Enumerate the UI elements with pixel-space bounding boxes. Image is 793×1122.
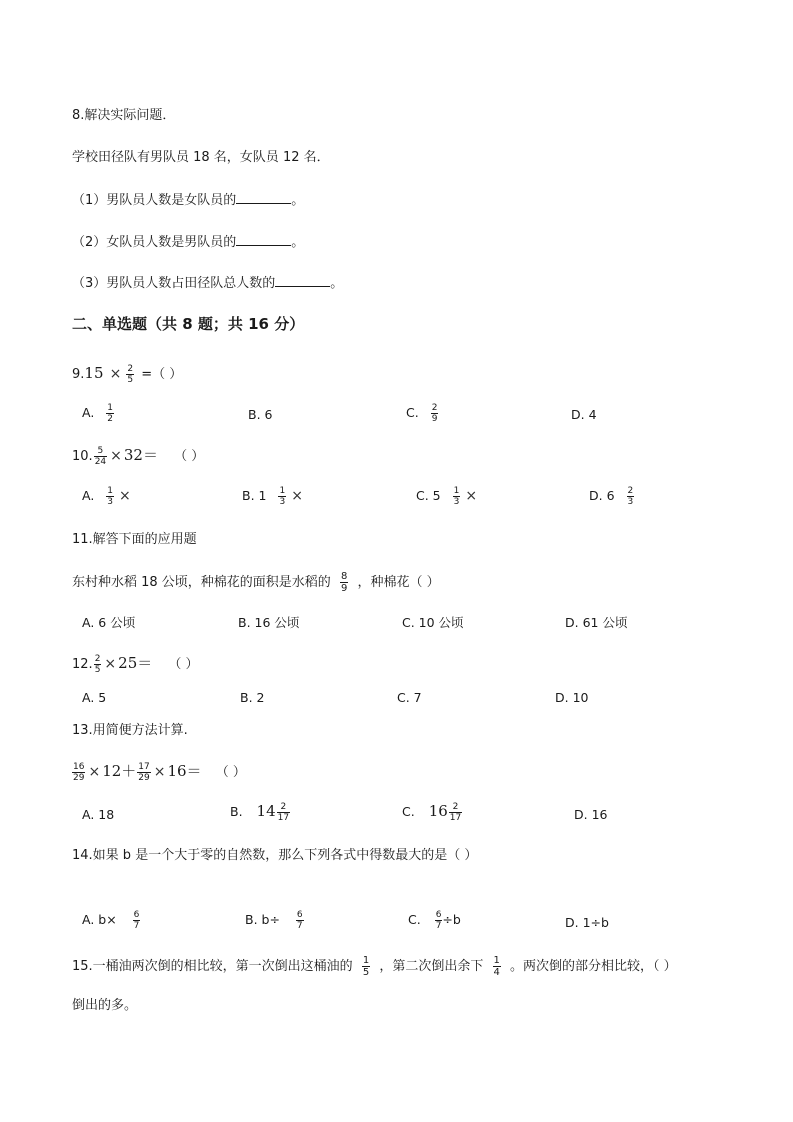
option-label: A. bbox=[82, 488, 95, 503]
option-fraction: $\frac{1}{3}$ bbox=[107, 486, 114, 507]
q14-title: 14.如果 b 是一个大于零的自然数，那么下列各式中得数最大的是（ ） bbox=[72, 848, 478, 863]
q12-option-d[interactable]: D. 10 bbox=[555, 690, 589, 705]
answer-blank[interactable] bbox=[236, 191, 291, 204]
option-fraction: $\frac{2}{17}$ bbox=[449, 802, 462, 823]
q10-option-b[interactable] bbox=[242, 486, 305, 507]
q14-option-a[interactable] bbox=[82, 910, 143, 931]
q11-option-a[interactable]: A. 6 公顷 bbox=[82, 615, 136, 630]
times-sign: × bbox=[119, 488, 131, 504]
q8-sub2 bbox=[72, 233, 304, 251]
q13-title: 13.用简便方法计算. bbox=[72, 723, 188, 738]
q15-fraction-2: $\frac{1}{4}$ bbox=[493, 955, 500, 978]
option-label: A. bbox=[82, 405, 95, 420]
q12-stem bbox=[72, 654, 199, 675]
q9-option-d[interactable]: D. 4 bbox=[571, 407, 597, 422]
option-fraction: $\frac{1}{3}$ bbox=[279, 486, 286, 507]
q9-whole: 15 bbox=[84, 364, 104, 382]
q11-title: 11.解答下面的应用题 bbox=[72, 532, 197, 547]
answer-blank[interactable] bbox=[275, 274, 330, 287]
q11-option-b[interactable]: B. 16 公顷 bbox=[238, 615, 300, 630]
q9-option-b[interactable]: B. 6 bbox=[248, 407, 273, 422]
q13-mid: 12＋ bbox=[102, 762, 137, 780]
q15-stem-pre: 15.一桶油两次倒的相比较，第一次倒出这桶油的 bbox=[72, 959, 353, 974]
q15-stem bbox=[72, 955, 677, 978]
mixed-whole: 16 bbox=[428, 802, 448, 820]
q14-option-d[interactable]: D. 1÷b bbox=[565, 915, 609, 930]
q13-fraction-1: $\frac{16}{29}$ bbox=[73, 762, 85, 783]
option-fraction: $\frac{6}{7}$ bbox=[435, 910, 442, 931]
q8-stem: 学校田径队有男队员 18 名，女队员 12 名． bbox=[72, 150, 330, 165]
q8-title: 8.解决实际问题． bbox=[72, 108, 176, 123]
option-fraction: $\frac{2}{17}$ bbox=[277, 802, 290, 823]
option-label: B. b÷ bbox=[245, 912, 280, 927]
q12-fraction: $\frac{2}{5}$ bbox=[94, 654, 101, 675]
q11-stem bbox=[72, 571, 440, 594]
q12-option-c[interactable]: C. 7 bbox=[397, 690, 422, 705]
q8-sub2-label: （2）女队员人数是男队员的 bbox=[72, 235, 237, 250]
answer-paren: （ ） bbox=[168, 657, 199, 672]
q13-fraction-2: $\frac{17}{29}$ bbox=[138, 762, 150, 783]
option-label: B. 1 bbox=[242, 488, 267, 503]
option-label: C. bbox=[406, 405, 419, 420]
q12-option-b[interactable]: B. 2 bbox=[240, 690, 265, 705]
option-label: C. bbox=[408, 912, 421, 927]
option-label: C. bbox=[402, 804, 415, 819]
option-fraction: $\frac{1}{2}$ bbox=[107, 403, 114, 424]
q10-fraction: $\frac{5}{24}$ bbox=[94, 446, 107, 467]
answer-blank[interactable] bbox=[236, 233, 291, 246]
q8-sub1 bbox=[72, 191, 304, 209]
option-fraction: $\frac{6}{7}$ bbox=[133, 910, 140, 931]
q15-line2: 倒出的多。 bbox=[72, 998, 138, 1013]
option-label: C. 5 bbox=[416, 488, 441, 503]
option-fraction: $\frac{1}{3}$ bbox=[453, 486, 460, 507]
q13-rest: 16＝ bbox=[167, 762, 202, 780]
option-label: D. 6 bbox=[589, 488, 615, 503]
q9-number: 9. bbox=[72, 367, 85, 382]
q12-number: 12. bbox=[72, 657, 93, 672]
q8-sub3 bbox=[72, 274, 343, 292]
q10-stem bbox=[72, 446, 204, 467]
q8-sub1-label: （1）男队员人数是女队员的 bbox=[72, 193, 237, 208]
q10-number: 10. bbox=[72, 449, 93, 464]
q10-option-a[interactable] bbox=[82, 486, 133, 507]
q11-fraction: $\frac{8}{9}$ bbox=[340, 571, 348, 594]
q10-rest: 32＝ bbox=[123, 446, 158, 464]
q9-stem bbox=[72, 364, 182, 385]
times-sign: × bbox=[88, 764, 101, 780]
times-sign: × bbox=[110, 448, 122, 464]
section-heading: 二、单选题（共 8 题；共 16 分） bbox=[72, 315, 305, 333]
option-tail: ÷b bbox=[442, 912, 461, 927]
q9-option-c[interactable] bbox=[406, 403, 441, 424]
q11-option-c[interactable]: C. 10 公顷 bbox=[402, 615, 464, 630]
q14-option-b[interactable] bbox=[245, 910, 307, 931]
answer-paren: （ ） bbox=[174, 449, 205, 464]
q14-option-c[interactable] bbox=[408, 910, 461, 931]
q13-option-d[interactable]: D. 16 bbox=[574, 807, 608, 822]
q15-fraction-1: $\frac{1}{5}$ bbox=[362, 955, 370, 978]
q8-sub3-label: （3）男队员人数占田径队总人数的 bbox=[72, 276, 276, 291]
times-sign: × bbox=[465, 488, 478, 504]
q9-option-a[interactable] bbox=[82, 403, 117, 424]
q10-option-d[interactable] bbox=[589, 486, 637, 507]
q9-fraction: $\frac{2}{5}$ bbox=[127, 364, 134, 385]
q11-stem-pre: 东村种水稻 18 公顷，种棉花的面积是水稻的 bbox=[72, 575, 331, 590]
option-fraction: $\frac{6}{7}$ bbox=[296, 910, 303, 931]
q13-stem bbox=[72, 762, 246, 783]
q13-option-c[interactable] bbox=[402, 802, 462, 823]
option-label: A. b× bbox=[82, 912, 117, 927]
times-sign: × bbox=[291, 488, 303, 504]
q9-tail: =（ ） bbox=[141, 367, 183, 382]
period: 。 bbox=[291, 193, 305, 208]
q12-rest: 25＝ bbox=[118, 654, 153, 672]
answer-paren: （ ） bbox=[215, 765, 246, 780]
q10-option-c[interactable] bbox=[416, 486, 479, 507]
mixed-whole: 14 bbox=[256, 802, 276, 820]
period: 。 bbox=[291, 235, 305, 250]
q15-stem-post: 。两次倒的部分相比较，（ ） bbox=[510, 959, 677, 974]
times-sign: × bbox=[104, 656, 117, 672]
q13-option-b[interactable] bbox=[230, 802, 290, 823]
q13-option-a[interactable]: A. 18 bbox=[82, 807, 115, 822]
option-label: B. bbox=[230, 804, 243, 819]
q15-stem-mid: ，第二次倒出余下 bbox=[379, 959, 484, 974]
q11-option-d[interactable]: D. 61 公顷 bbox=[565, 615, 628, 630]
times-sign: × bbox=[109, 366, 122, 382]
times-sign: × bbox=[153, 764, 166, 780]
period: 。 bbox=[330, 276, 344, 291]
option-fraction: $\frac{2}{3}$ bbox=[627, 486, 634, 507]
q11-stem-post: ，种棉花（ ） bbox=[357, 575, 440, 590]
q12-option-a[interactable]: A. 5 bbox=[82, 690, 107, 705]
option-fraction: $\frac{2}{9}$ bbox=[431, 403, 438, 424]
